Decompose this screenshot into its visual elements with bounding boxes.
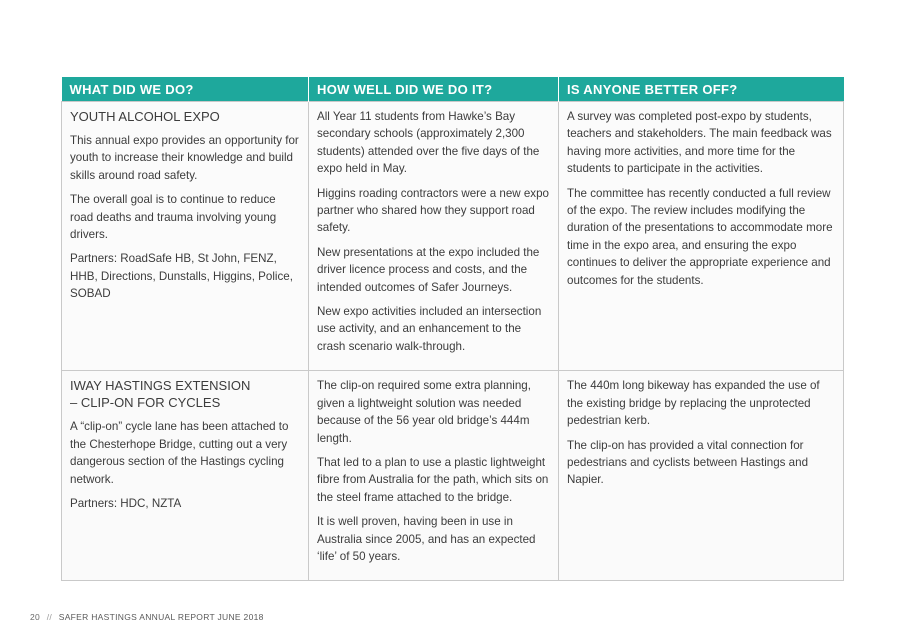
table-row <box>62 102 844 371</box>
partners-text: Partners: RoadSafe HB, St John, FENZ, HHB, Directions, Dunstalls, Higgins, Police, SOBAD <box>70 252 293 301</box>
cell-paragraph: Higgins roading contractors were a new expo partner who shared how they support road safety. <box>317 186 549 235</box>
cell-paragraph: This annual expo provides an opportunity for youth to increase their knowledge and build skills around road safety. <box>70 134 299 182</box>
cell-title: YOUTH ALCOHOL EXPO <box>70 109 220 124</box>
cell-how <box>309 371 559 581</box>
footer-separator: // <box>46 612 53 622</box>
cell-title-line1: IWAY HASTINGS EXTENSION <box>70 378 251 394</box>
table-header <box>62 77 844 102</box>
cell-paragraph: The clip-on required some extra planning, given a lightweight solution was needed because of the 56 year old bridge’s 444m length. <box>317 379 531 445</box>
cell-paragraph: The overall goal is to continue to reduce road deaths and trauma involving young drivers. <box>70 193 277 242</box>
cell-better <box>559 102 844 371</box>
cell-paragraph: That led to a plan to use a plastic lightweight fibre from Australia for the path, which sits on the steel frame attached to the bridge. <box>317 455 549 504</box>
header-how-well: HOW WELL DID WE DO IT? <box>309 77 559 102</box>
cell-paragraph: New expo activities included an intersection use activity, and an enhancement to the crash scenario walk-through. <box>317 305 542 353</box>
header-what-did-we-do: WHAT DID WE DO? <box>62 77 309 102</box>
cell-title <box>70 377 300 411</box>
page-footer <box>30 612 264 622</box>
cell-paragraph: The 440m long bikeway has expanded the use of the existing bridge by replacing the unprotected pedestrian kerb. <box>567 379 820 428</box>
header-better-off: IS ANYONE BETTER OFF? <box>559 77 844 102</box>
cell-paragraph: All Year 11 students from Hawke’s Bay secondary schools (approximately 2,300 students) attended over the five days of the expo held in May. <box>317 110 540 176</box>
cell-paragraph: A survey was completed post-expo by students, teachers and stakeholders. The main feedback was having more activities, and more time for the students to participate in the activities. <box>567 110 832 176</box>
cell-paragraph: New presentations at the expo included the driver licence process and costs, and the intended outcomes of Safer Journeys. <box>317 245 540 294</box>
cell-how <box>309 102 559 371</box>
cell-title-line2: – CLIP-ON FOR CYCLES <box>70 395 221 411</box>
report-table <box>61 77 844 581</box>
page-number: 20 <box>30 612 41 622</box>
cell-paragraph: The clip-on has provided a vital connection for pedestrians and cyclists between Hastings and Napier. <box>567 438 809 487</box>
cell-what <box>62 102 309 371</box>
cell-paragraph: The committee has recently conducted a full review of the expo. The review includes modifying the duration of the presentations to accommodate more time in the expo area, and ensuring the expo continues to deliver the appropriate experience and outcomes for the students. <box>567 186 833 287</box>
partners-text: Partners: HDC, NZTA <box>70 496 182 510</box>
report-title: SAFER HASTINGS ANNUAL REPORT JUNE 2018 <box>58 612 264 622</box>
table-row <box>62 371 844 581</box>
cell-paragraph: A “clip-on” cycle lane has been attached to the Chesterhope Bridge, cutting out a very dangerous section of the Hastings cycling network. <box>70 420 289 486</box>
cell-better <box>559 371 844 581</box>
cell-paragraph: It is well proven, having been in use in Australia since 2005, and has an expected ‘life’ of 50 years. <box>317 515 536 563</box>
cell-what <box>62 371 309 581</box>
